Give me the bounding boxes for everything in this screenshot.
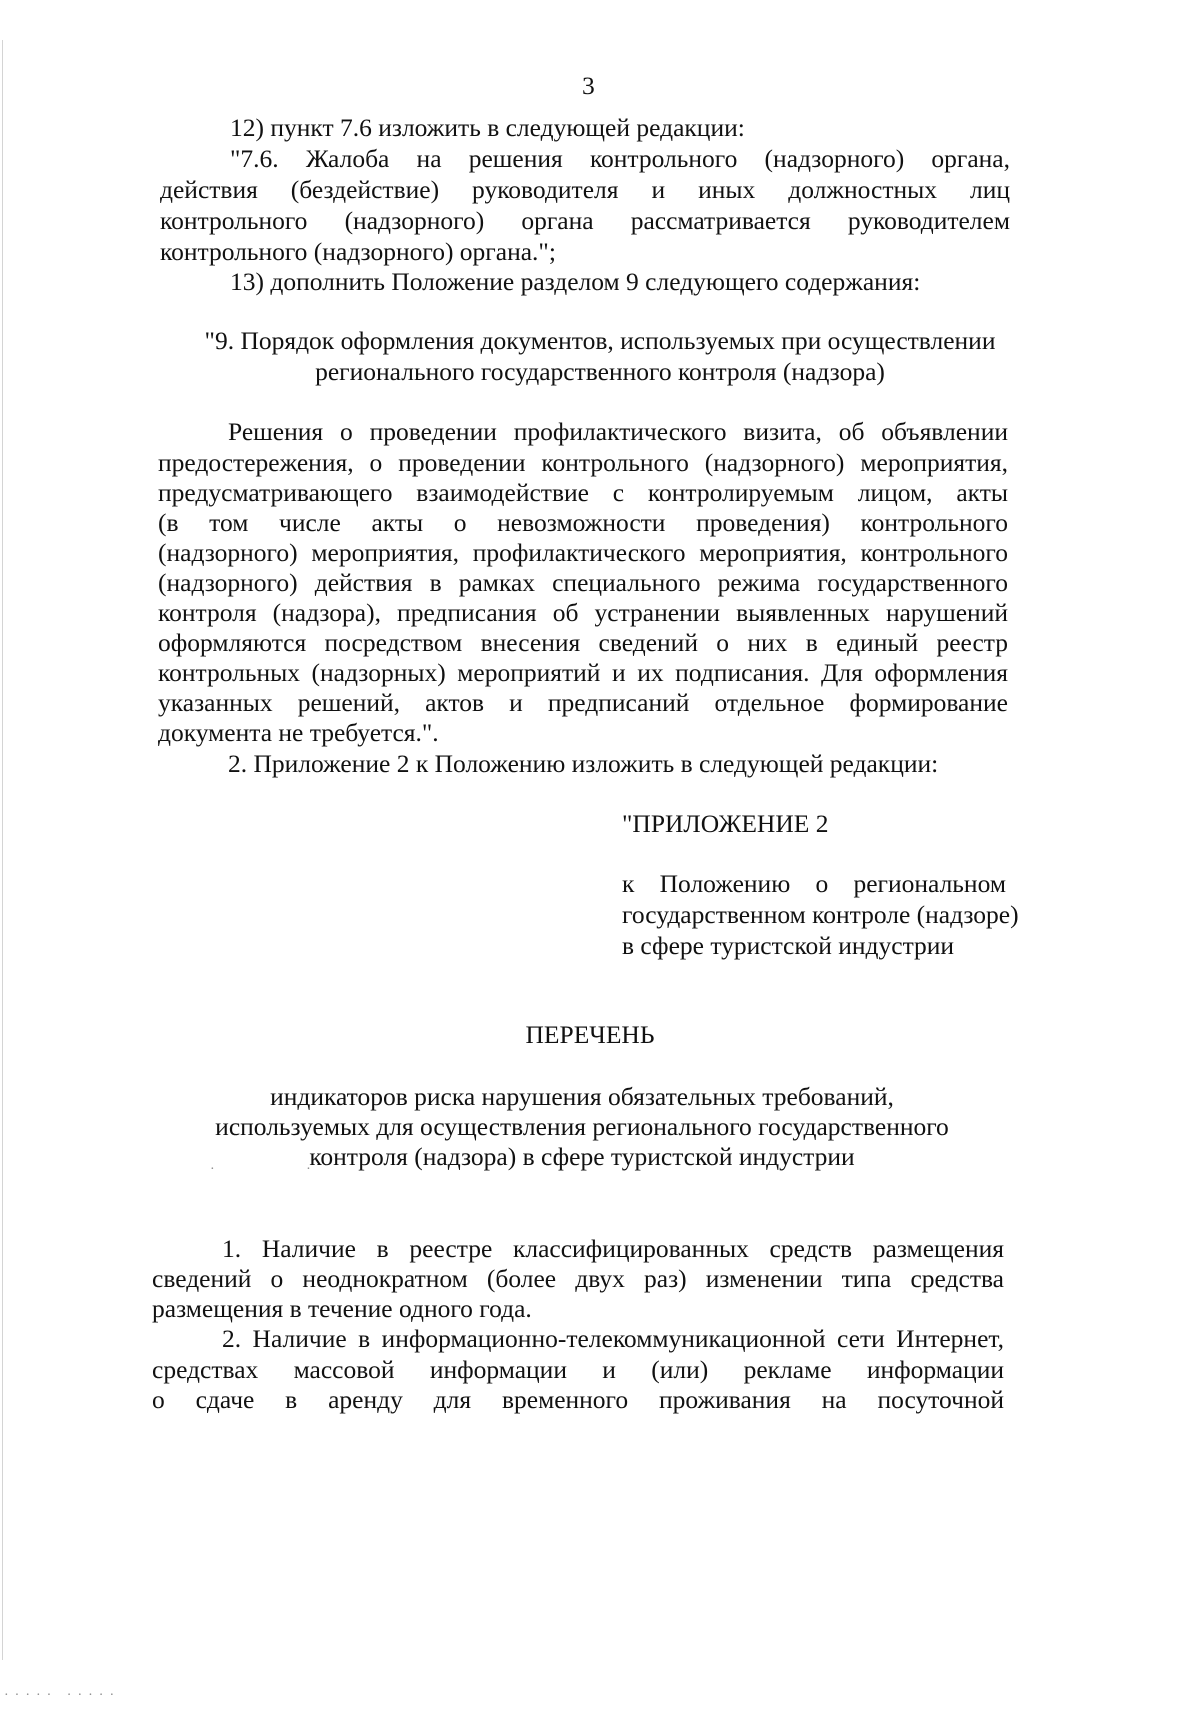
- item-12-intro: 12) пункт 7.6 изложить в следующей редакции:: [230, 113, 745, 142]
- list-subtitle-line-3: контроля (надзора) в сфере туристской индустрии: [309, 1142, 855, 1171]
- appendix-ref-line-1: к Положению о региональном: [622, 869, 1006, 898]
- item-12-line-1: "7.6. Жалоба на решения контрольного (надзорного) органа,: [230, 144, 1010, 173]
- section-9-line-4: (в том числе акты о невозможности проведения) контрольного: [158, 508, 1008, 537]
- section-9-line-6: (надзорного) действия в рамках специального режима государственного: [158, 568, 1008, 597]
- list-item-2-line-3: о сдаче в аренду для временного проживания на посуточной: [152, 1385, 1004, 1414]
- section-9-heading-line-1: "9. Порядок оформления документов, используемых при осуществлении: [204, 326, 996, 355]
- list-title: ПЕРЕЧЕНЬ: [525, 1020, 655, 1049]
- appendix-title: "ПРИЛОЖЕНИЕ 2: [622, 809, 829, 838]
- appendix-ref-line-2: государственном контроле (надзоре): [622, 900, 1019, 929]
- section-9-line-10: указанных решений, актов и предписаний отдельное формирование: [158, 688, 1008, 717]
- scan-edge-line: [2, 40, 3, 1660]
- appendix-ref-line-3: в сфере туристской индустрии: [622, 931, 955, 960]
- section-9-line-5: (надзорного) мероприятия, профилактического мероприятия, контрольного: [158, 538, 1008, 567]
- section-9-line-11: документа не требуется.".: [158, 718, 439, 747]
- point-2: 2. Приложение 2 к Положению изложить в следующей редакции:: [228, 749, 939, 778]
- section-9-line-8: оформляются посредством внесения сведений о них в единый реестр: [158, 628, 1008, 657]
- section-9-line-3: предусматривающего взаимодействие с контролируемым лицом, акты: [158, 478, 1008, 507]
- item-12-line-3: контрольного (надзорного) органа рассматривается руководителем: [160, 206, 1010, 235]
- section-9-line-1: Решения о проведении профилактического визита, об объявлении: [228, 417, 1008, 446]
- list-item-1-line-3: размещения в течение одного года.: [152, 1294, 532, 1323]
- bottom-scan-artifact: ····· ·····: [4, 1688, 121, 1703]
- list-item-2-line-2: средствах массовой информации и (или) рекламе информации: [152, 1355, 1004, 1384]
- list-item-1-line-1: 1. Наличие в реестре классифицированных средств размещения: [222, 1234, 1004, 1263]
- section-9-line-9: контрольных (надзорных) мероприятий и их подписания. Для оформления: [158, 658, 1008, 687]
- item-12-line-4: контрольного (надзорного) органа.";: [160, 237, 556, 266]
- list-item-2-line-1: 2. Наличие в информационно-телекоммуникационной сети Интернет,: [222, 1324, 1004, 1353]
- section-9-line-7: контроля (надзора), предписания об устранении выявленных нарушений: [158, 598, 1008, 627]
- page-number: 3: [582, 71, 595, 100]
- section-9-heading-line-2: регионального государственного контроля (надзора): [315, 357, 885, 386]
- scan-artifact-dots: · ·: [210, 1162, 317, 1177]
- item-12-line-2: действия (бездействие) руководителя и иных должностных лиц: [160, 175, 1010, 204]
- item-13: 13) дополнить Положение разделом 9 следующего содержания:: [230, 267, 921, 296]
- list-subtitle-line-1: индикаторов риска нарушения обязательных требований,: [270, 1082, 894, 1111]
- list-subtitle-line-2: используемых для осуществления регионального государственного: [215, 1112, 949, 1141]
- section-9-line-2: предостережения, о проведении контрольного (надзорного) мероприятия,: [158, 448, 1008, 477]
- list-item-1-line-2: сведений о неоднократном (более двух раз) изменении типа средства: [152, 1264, 1004, 1293]
